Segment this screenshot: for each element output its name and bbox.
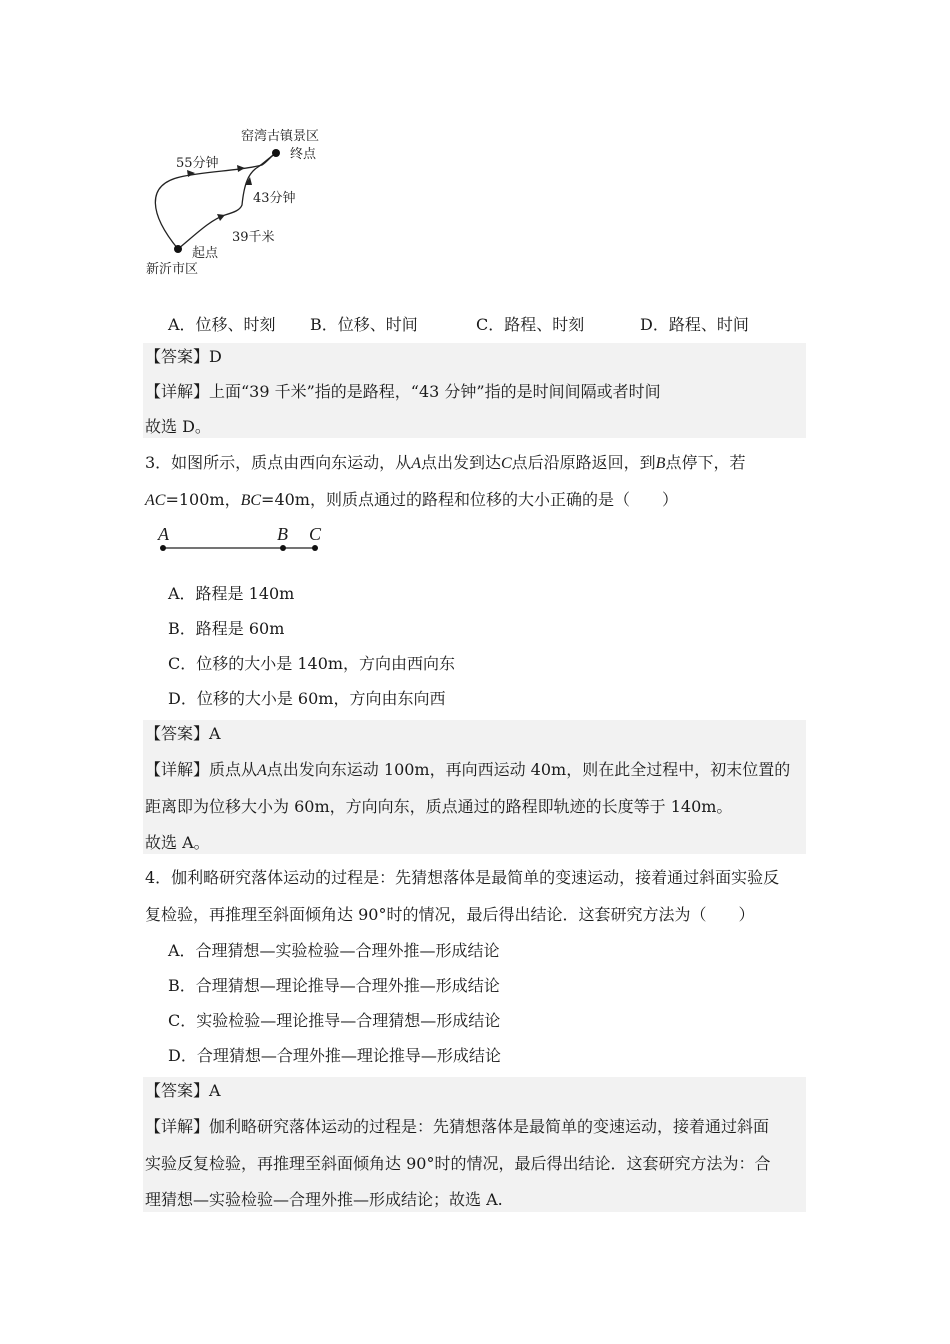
point-c bbox=[312, 545, 318, 551]
q3-option-d: D．位移的大小是 60m，方向由东向西 bbox=[168, 689, 446, 708]
q3-stem-line1: 3．如图所示，质点由西向东运动，从A点出发到达C点后沿原路返回，到B点停下，若 bbox=[145, 453, 746, 472]
q4-option-a: A．合理猜想—实验检验—合理外推—形成结论 bbox=[168, 941, 500, 960]
q4-stem-line1: 4．伽利略研究落体运动的过程是：先猜想落体是最简单的变速运动，接着通过斜面实验反 bbox=[145, 868, 780, 887]
point-a bbox=[160, 545, 166, 551]
q2-option-d: D．路程、时间 bbox=[640, 315, 749, 334]
q4-detail-line2: 实验反复检验，再推理至斜面倾角达 90°时的情况，最后得出结论．这套研究方法为：合 bbox=[145, 1154, 771, 1173]
distance-label: 39千米 bbox=[232, 230, 275, 245]
start-label: 起点 bbox=[192, 246, 219, 261]
time-upper-label: 55分钟 bbox=[176, 156, 219, 171]
end-label: 终点 bbox=[290, 147, 317, 162]
start-point bbox=[174, 245, 182, 253]
q2-option-c: C．路程、时刻 bbox=[476, 315, 585, 334]
q3-detail-line2: 距离即为位移大小为 60m，方向向东，质点通过的路程即轨迹的长度等于 140m。 bbox=[145, 797, 733, 816]
end-point bbox=[272, 149, 280, 157]
q2-answer: 【答案】D bbox=[145, 347, 222, 366]
segment-diagram bbox=[155, 540, 330, 555]
time-lower-label: 43分钟 bbox=[253, 191, 296, 206]
q2-option-b: B．位移、时间 bbox=[310, 315, 418, 334]
q3-detail-line1: 【详解】质点从A点出发向东运动 100m，再向西运动 40m，则在此全过程中，初末位置的 bbox=[145, 760, 791, 779]
origin-label: 新沂市区 bbox=[146, 262, 199, 277]
q4-detail-line3: 理猜想—实验检验—合理外推—形成结论；故选 A. bbox=[145, 1190, 503, 1209]
q2-detail: 【详解】上面“39 千米”指的是路程，“43 分钟”指的是时间间隔或者时间 bbox=[145, 382, 661, 401]
q3-conclusion: 故选 A。 bbox=[145, 833, 210, 852]
q3-option-a: A．路程是 140m bbox=[168, 584, 295, 603]
dest-label: 窑湾古镇景区 bbox=[241, 129, 320, 144]
q2-conclusion: 故选 D。 bbox=[145, 417, 211, 436]
q4-option-c: C．实验检验—理论推导—合理猜想—形成结论 bbox=[168, 1011, 501, 1030]
q4-answer: 【答案】A bbox=[145, 1081, 221, 1100]
q3-option-b: B．路程是 60m bbox=[168, 619, 285, 638]
arrow-upper-2 bbox=[237, 165, 245, 172]
q3-answer-block bbox=[143, 720, 806, 854]
q2-option-a: A．位移、时刻 bbox=[168, 315, 276, 334]
q4-option-d: D．合理猜想—合理外推—理论推导—形成结论 bbox=[168, 1046, 501, 1065]
label-b: B bbox=[277, 524, 288, 544]
q3-option-c: C．位移的大小是 140m，方向由西向东 bbox=[168, 654, 456, 673]
q3-stem-line2: AC=100m，BC=40m，则质点通过的路程和位移的大小正确的是（ ） bbox=[145, 490, 678, 509]
q4-stem-line2: 复检验，再推理至斜面倾角达 90°时的情况，最后得出结论．这套研究方法为（ ） bbox=[145, 905, 755, 924]
label-a: A bbox=[158, 524, 169, 544]
q4-detail-line1: 【详解】伽利略研究落体运动的过程是：先猜想落体是最简单的变速运动，接着通过斜面 bbox=[145, 1117, 770, 1136]
q3-answer: 【答案】A bbox=[145, 724, 221, 743]
label-c: C bbox=[309, 524, 322, 544]
arrow-upper-1 bbox=[187, 170, 195, 177]
point-b bbox=[280, 545, 286, 551]
q4-option-b: B．合理猜想—理论推导—合理外推—形成结论 bbox=[168, 976, 500, 995]
